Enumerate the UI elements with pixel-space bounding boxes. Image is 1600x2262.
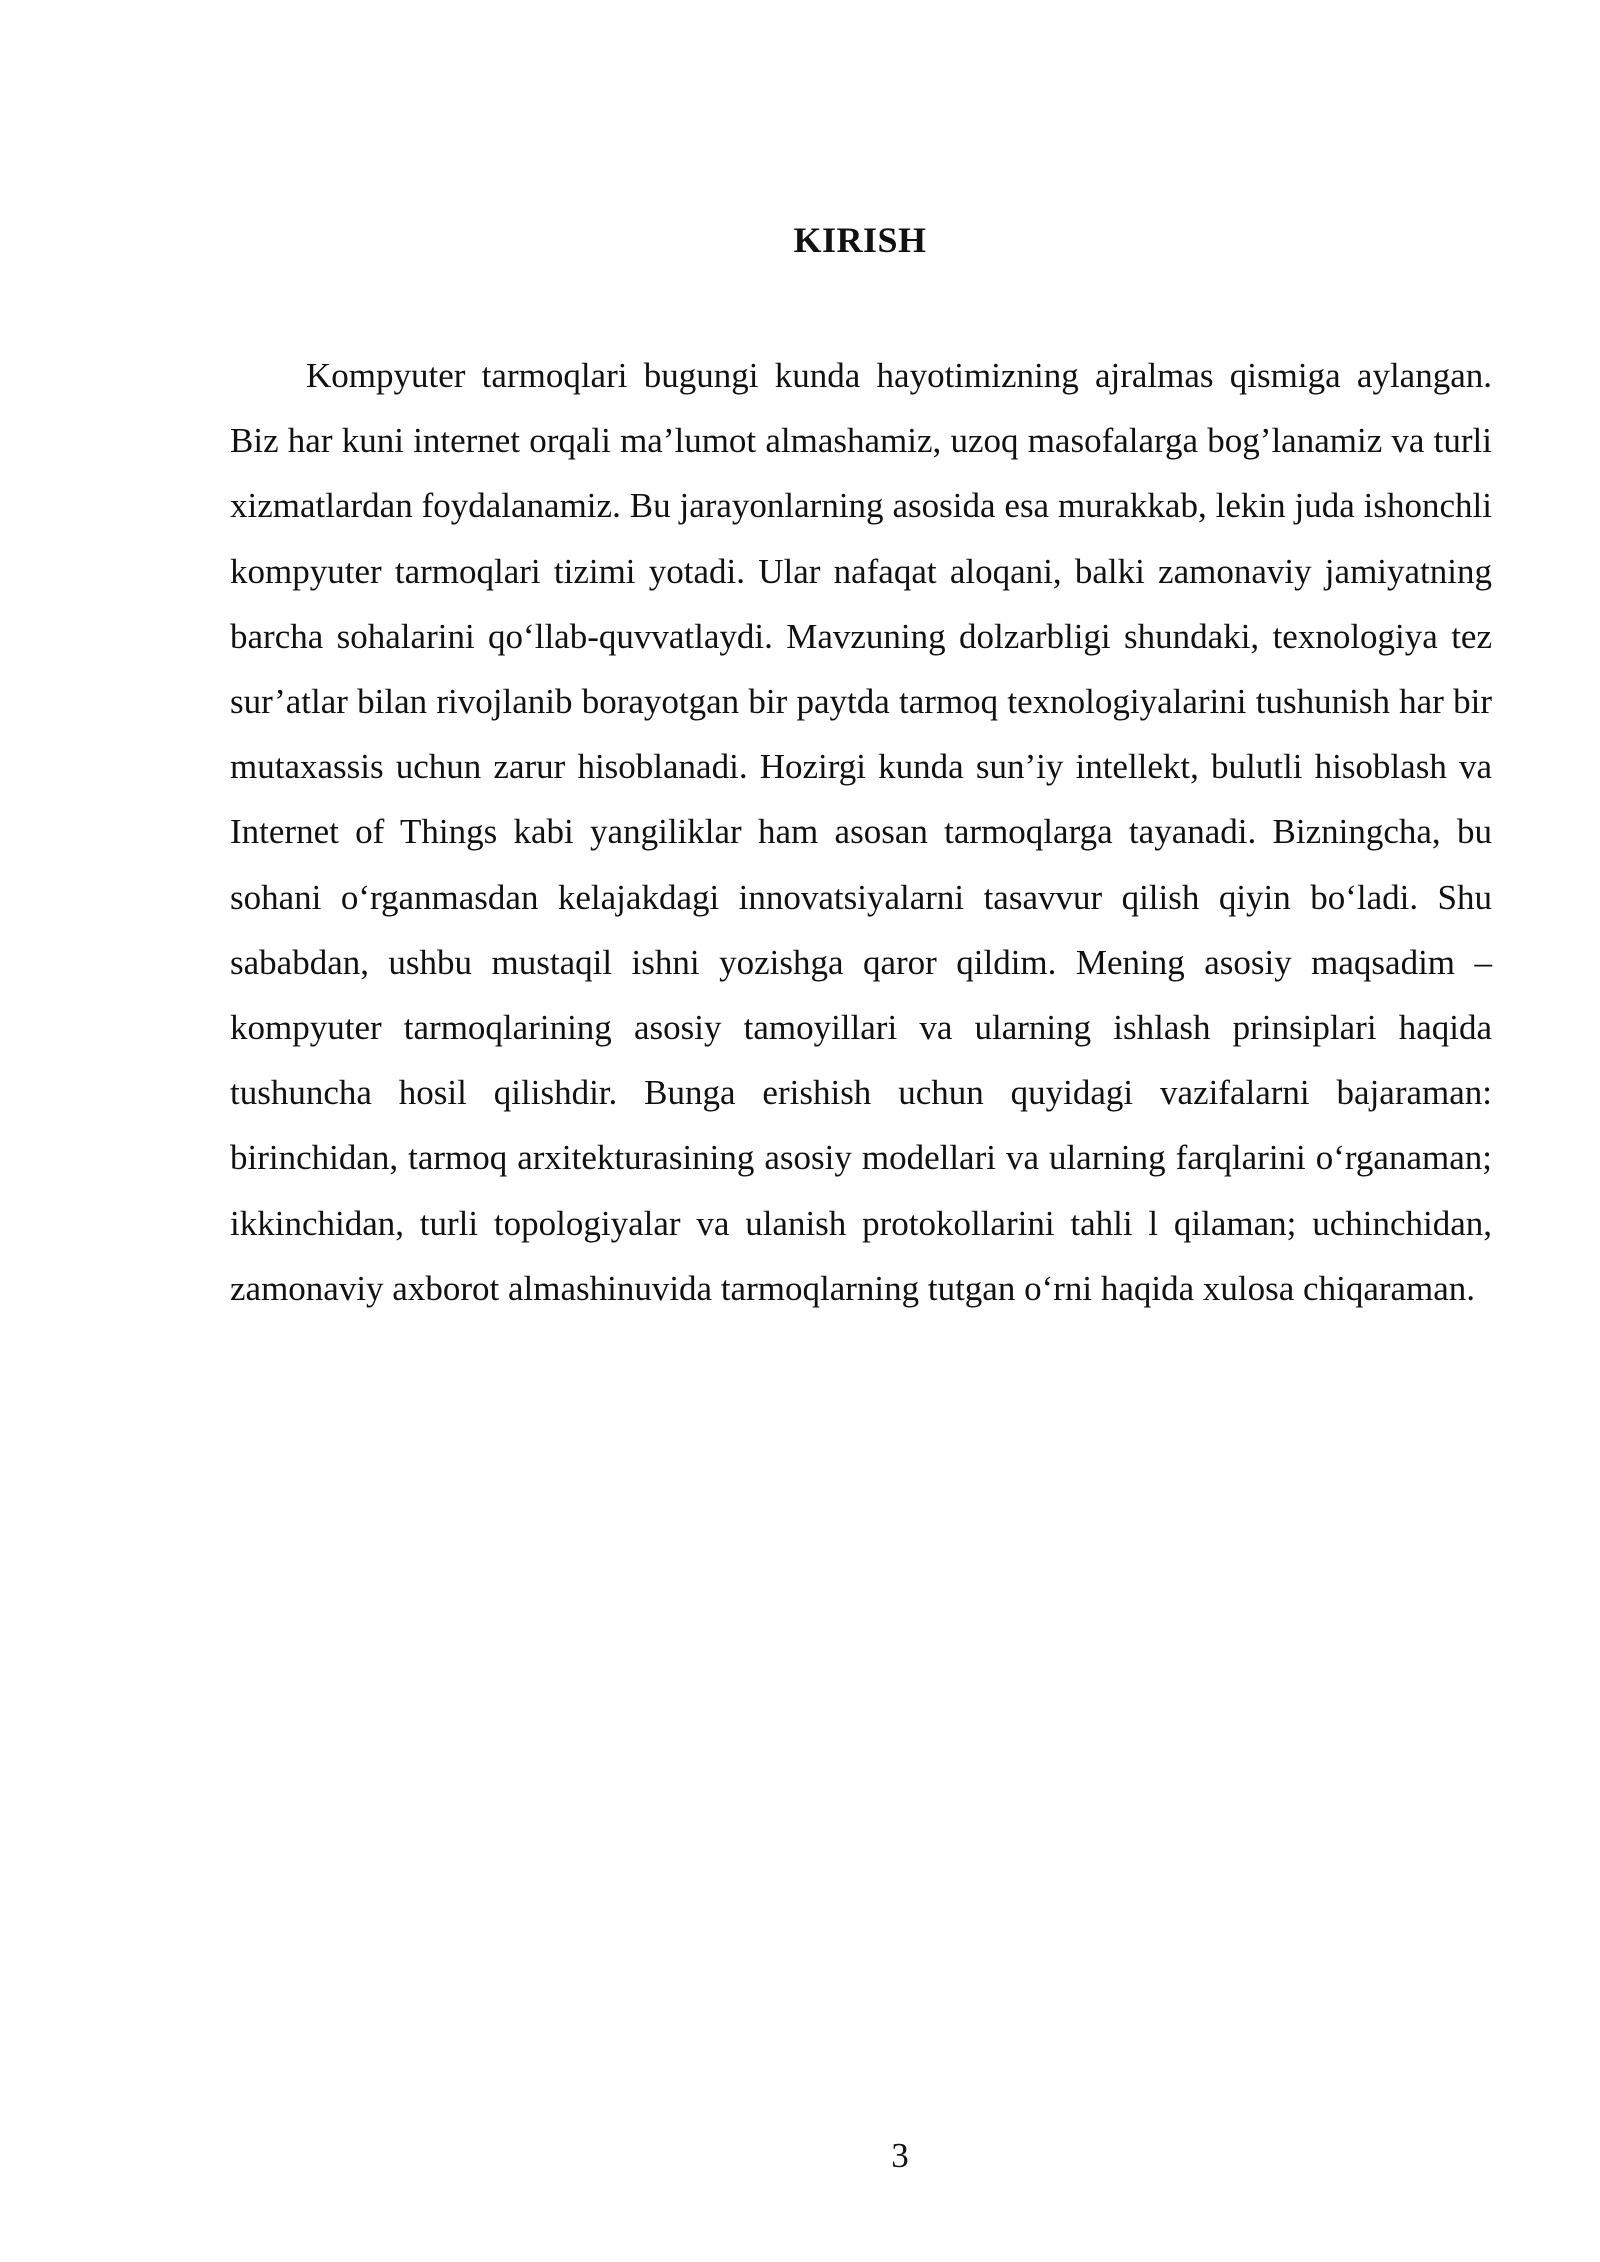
- page-number: 3: [891, 2136, 909, 2175]
- intro-paragraph: Kompyuter tarmoqlari bugungi kunda hayotimizning ajralmas qismiga aylangan. Biz har kuni internet orqali ma’lumot almashamiz, uzoq masofalarga bog’lanamiz va turli xizmatlardan foydalanamiz. Bu jarayonlarning asosida esa murakkab, lekin juda ishonchli kompyuter tarmoqlari tizimi yotadi. Ular nafaqat aloqani, balki zamonaviy jamiyatning barcha sohalarini qo‘llab-quvvatlaydi. Mavzuning dolzarbligi shundaki, texnologiya tez sur’atlar bilan rivojlanib borayotgan bir paytda tarmoq texnologiyalarini tushunish har bir mutaxassis uchun zarur hisoblanadi. Hozirgi kunda sun’iy intellekt, bulutli hisoblash va Internet of Things kabi yangiliklar ham asosan tarmoqlarga tayanadi. Bizningcha, bu sohani o‘rganmasdan kelajakdagi innovatsiyalarni tasavvur qilish qiyin bo‘ladi. Shu sababdan, ushbu mustaqil ishni yozishga qaror qildim. Mening asosiy maqsadim – kompyuter tarmoqlarining asosiy tamoyillari va ularning ishlash prinsiplari haqida tushuncha hosil qilishdir. Bunga erishish uchun quyidagi vazifalarni bajaraman: birinchidan, tarmoq arxitekturasining asosiy modellari va ularning farqlarini o‘rganaman; ikkinchidan, turli topologiyalar va ulanish protokollarini tahli l qilaman; uchinchidan, zamonaviy axborot almashinuvida tarmoqlarning tutgan o‘rni haqida xulosa chiqaraman.: [230, 356, 1492, 1308]
- section-title: KIRISH: [793, 220, 927, 260]
